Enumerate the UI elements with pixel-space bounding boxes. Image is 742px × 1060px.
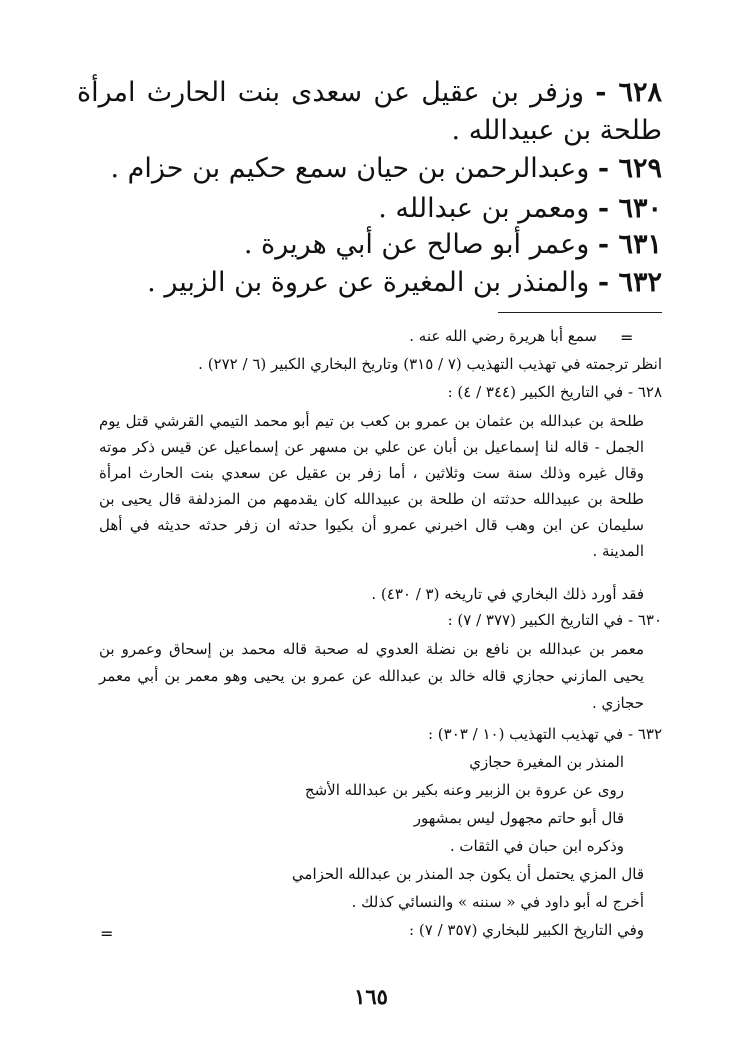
entry-629 xyxy=(77,150,662,188)
continuation-mark: = xyxy=(100,924,114,943)
footnote-628-heading: ٦٢٨ - في التاريخ الكبير (٣٤٤ / ٤) : xyxy=(447,383,662,401)
footnote-632-bukhari: وفي التاريخ الكبير للبخاري (٣٥٧ / ٧) : xyxy=(409,921,644,939)
entry-text: وزفر بن عقيل عن سعدى بنت الحارث امرأة طلحة بن عبيدالله . xyxy=(77,77,662,146)
entry-text: والمنذر بن المغيرة عن عروة بن الزبير . xyxy=(147,267,590,298)
entry-number: ٦٢٩ - xyxy=(597,153,662,184)
entry-text: ومعمر بن عبدالله . xyxy=(378,193,590,224)
entry-text: وعبدالرحمن بن حيان سمع حكيم بن حزام . xyxy=(110,153,590,184)
entry-630 xyxy=(77,190,662,228)
entry-number: ٦٢٨ - xyxy=(595,77,663,108)
footnote-632-line: وذكره ابن حبان في الثقات . xyxy=(449,837,624,855)
footnote-632-line: المنذر بن المغيرة حجازي xyxy=(469,753,624,771)
entry-text: وعمر أبو صالح عن أبي هريرة . xyxy=(243,229,590,260)
footnote-630-body: معمر بن عبدالله بن نافع بن نضلة العدوي له صحبة قاله محمد بن إسحاق وعمرو بن يحيى المازني حجازي قاله خالد بن عبدالله عن عمرو بن يحيى وهو معمر بن أبي معمر حجازي . xyxy=(99,640,644,712)
continuation-mark: = xyxy=(620,328,634,347)
footnote-630-heading: ٦٣٠ - في التاريخ الكبير (٣٧٧ / ٧) : xyxy=(447,611,662,629)
entry-number: ٦٣١ - xyxy=(597,229,662,260)
footnote-separator xyxy=(498,312,662,313)
entry-628 xyxy=(77,74,662,150)
footnote-632-line: قال أبو حاتم مجهول ليس بمشهور xyxy=(413,809,624,827)
entry-number: ٦٣٢ - xyxy=(597,267,662,298)
footnote-632-mizzi: قال المزي يحتمل أن يكون جد المنذر بن عبدالله الحزامي xyxy=(291,865,644,883)
footnote-628-tail: فقد أورد ذلك البخاري في تاريخه (٣ / ٤٣٠) . xyxy=(371,585,644,603)
entry-number: ٦٣٠ - xyxy=(597,193,662,224)
entry-631 xyxy=(77,226,662,264)
entry-632 xyxy=(77,264,662,302)
footnote-continued-line: سمع أبا هريرة رضي الله عنه . xyxy=(409,327,597,345)
footnote-reference: انظر ترجمته في تهذيب التهذيب (٧ / ٣١٥) وتاريخ البخاري الكبير (٦ / ٢٧٢) . xyxy=(198,355,662,373)
footnote-632-heading: ٦٣٢ - في تهذيب التهذيب (١٠ / ٣٠٣) : xyxy=(427,725,662,743)
footnote-628-body: طلحة بن عبدالله بن عثمان بن عمرو بن كعب بن تيم أبو محمد التيمي القرشي قتل يوم الجمل - قاله لنا إسماعيل بن أبان عن علي بن مسهر عن إسماعيل عن قيس ذكر موته وقال غيره وذلك سنة ست وثلاثين ، أما زفر بن عقيل عن سعدي بنت الحارث امرأة طلحة بن عبيدالله حدثته ان طلحة بن عبيدالله كان يقدمهم من المزدلفة قال يحيى بن سليمان عن ابن وهب قال اخبرني عمرو أن بكيوا حدثه ان زفر حدثه حديثه في أهل المدينة . xyxy=(99,412,644,560)
page-number: ١٦٥ xyxy=(354,984,388,1009)
footnote-632-takhrij: أخرج له أبو داود في « سننه » والنسائي كذلك . xyxy=(351,893,644,911)
footnote-632-line: روى عن عروة بن الزبير وعنه بكير بن عبدالله الأشج xyxy=(304,781,624,799)
